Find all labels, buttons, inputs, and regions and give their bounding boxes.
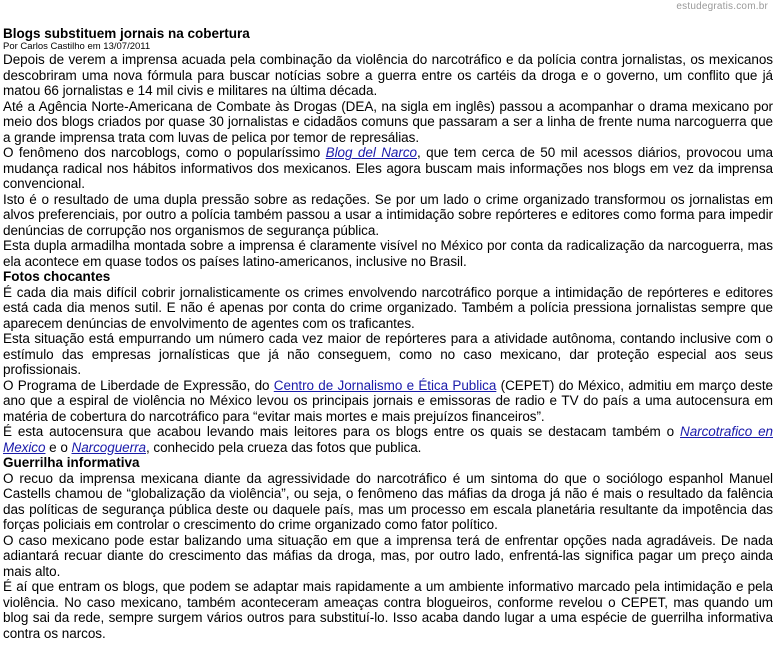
paragraph-7: Esta situação está empurrando um número cada vez maior de repórteres para a atividade autônoma, contando inclusive com o estímulo das empresas jornalísticas que já não conseguem, como no caso mexicano, dar proteção especial aos seus profissionais. — [3, 331, 773, 377]
article-byline: Por Carlos Castilho em 13/07/2011 — [3, 41, 151, 52]
section-heading-fotos-chocantes: Fotos chocantes — [3, 269, 111, 284]
paragraph-6: É cada dia mais difícil cobrir jornalisticamente os crimes envolvendo narcotráfico porque a intimidação de repórteres e editores está cada dia menos sutil. E não é apenas por conta do crime organizado. Também a polícia pressiona jornalistas sempre que aparecem denúncias de envolvimento de agentes com os traficantes. — [3, 284, 773, 331]
paragraph-12: É aí que entram os blogs, que podem se adaptar mais rapidamente a um ambiente informativo marcado pela intimidação e pela violência. No caso mexicano, também aconteceram ameaças contra blogueiros, conforme revelou o CEPET, mas quando um blog sai da rede, sempre surgem vários outros para substituí-lo. Isso acaba dando lugar a uma espécie de guerrilha informativa contra os narcos. — [3, 579, 773, 641]
paragraph-11: O caso mexicano pode estar balizando uma situação em que a imprensa terá de enfrentar opções nada agradáveis. De nada adiantará recuar diante do crescimento das máfias da droga, mas, por outro lado, enfrentá-las significa pagar um preço ainda mais alto. — [3, 532, 773, 579]
link-narcotrafico-en-mexico[interactable]: Narcotrafico en Mexico — [3, 424, 773, 455]
paragraph-5: Esta dupla armadilha montada sobre a imprensa é claramente visível no México por conta da radicalização da narcoguerra, mas ela acontece em quase todos os países latino-americanos, inclusive no Brasil. — [3, 238, 773, 269]
paragraph-10: O recuo da imprensa mexicana diante da agressividade do narcotráfico é um sintoma do que o sociólogo espanhol Manuel Castells chamou de “globalização da violência”, ou seja, o fenômeno das máfias da droga já não é mais o resultado da falência das políticas de segurança pública deste ou daquele país, mas um processo em escala planetária resultante da impotência das forças policiais em controlar o crescimento do crime organizado como fator político. — [3, 470, 773, 532]
paragraph-4: Isto é o resultado de uma dupla pressão sobre as redações. Se por um lado o crime organizado transformou os jornalistas em alvos preferenciais, por outro a polícia também passou a usar a intimidação sobre repórteres e editores como forma para impedir denúncias de corrupção nos organismos de segurança pública. — [3, 191, 773, 238]
link-blog-del-narco[interactable]: Blog del Narco — [325, 145, 417, 160]
article — [3, 26, 773, 641]
link-cepet[interactable]: Centro de Jornalismo e Ética Publica — [273, 377, 497, 393]
paragraph-2: Até a Agência Norte-Americana de Combate às Drogas (DEA, na sigla em inglês) passou a acompanhar o drama mexicano por meio dos blogs criados por quase 30 jornalistas e cidadãos comuns que passaram a ser a linha de frente numa narcoguerra que a grande imprensa trata com luvas de pelica por temor de represálias. — [3, 98, 773, 145]
section-heading-guerrilha-informativa: Guerrilha informativa — [3, 455, 140, 470]
link-narcoguerra[interactable]: Narcoguerra — [71, 439, 146, 455]
watermark: estudegratis.com.br — [676, 1, 768, 12]
paragraph-3: O fenômeno dos narcoblogs, como o popularíssimo Blog del Narco, que tem cerca de 50 mil acessos diários, provocou uma mudança radical nos hábitos informativos dos mexicanos. Eles agora buscam mais informações nos blogs em vez da imprensa convencional. — [3, 145, 773, 191]
paragraph-1: Depois de verem a imprensa acuada pela combinação da violência do narcotráfico e da polícia contra jornalistas, os mexicanos descobriram uma nova fórmula para buscar notícias sobre a guerra entre os cartéis da droga e o governo, um conflito que já matou 66 jornalistas e 14 mil civis e militares na última década. — [3, 52, 773, 98]
article-title: Blogs substituem jornais na cobertura — [3, 26, 250, 41]
paragraph-9: É esta autocensura que acabou levando mais leitores para os blogs entre os quais se destacam também o Narcotrafico en Mexico e o Narcoguerra, conhecido pela crueza das fotos que publica. — [3, 424, 773, 455]
paragraph-8: O Programa de Liberdade de Expressão, do Centro de Jornalismo e Ética Publica (CEPET) do México, admitiu em março deste ano que a espiral de violência no México levou os principais jornais e emissoras de radio e TV do país a uma autocensura em matéria de cobertura do narcotráfico para “evitar mais mortes e mais prejuízos financeiros”. — [3, 377, 773, 424]
